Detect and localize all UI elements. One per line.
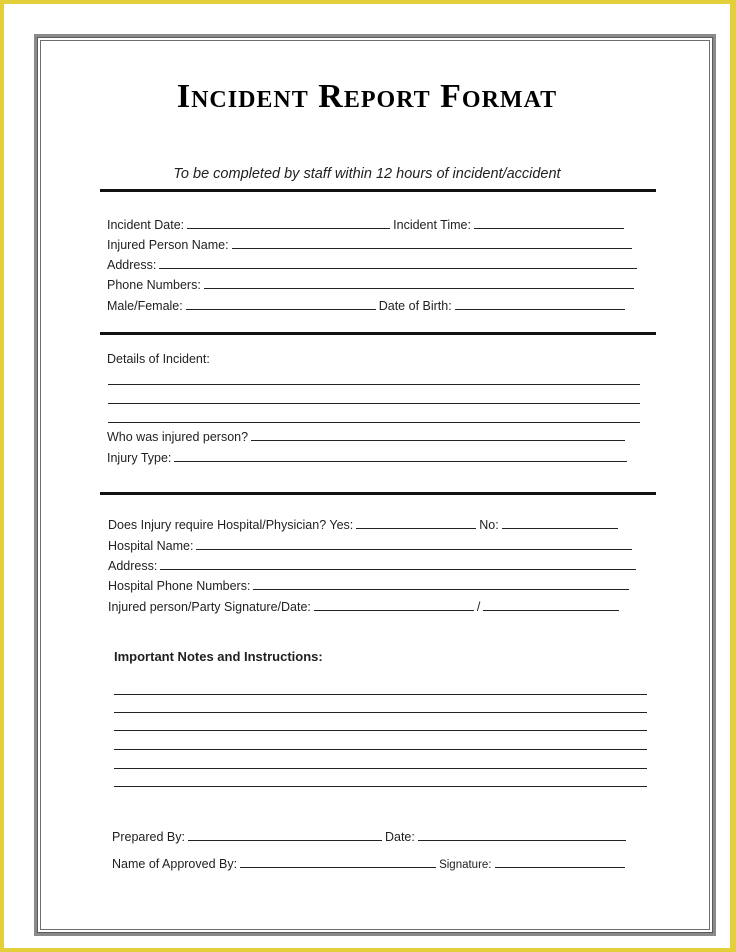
notes-line-1[interactable] [114, 694, 647, 695]
form-subtitle: To be completed by staff within 12 hours of incident/accident [173, 166, 561, 182]
address-row [107, 256, 640, 272]
approved-by-label: Name of Approved By: [112, 857, 238, 871]
notes-line-6[interactable] [114, 786, 647, 787]
page-frame [4, 4, 730, 948]
injury-type-row [107, 449, 630, 465]
approved-by-field[interactable] [240, 855, 436, 868]
hospital-phone-label: Hospital Phone Numbers: [108, 579, 251, 593]
injury-type-label: Injury Type: [107, 451, 172, 465]
hospital-address-label: Address: [108, 559, 158, 573]
incident-date-row [107, 216, 627, 232]
who-injured-field[interactable] [251, 428, 625, 441]
signature-date-label: Injured person/Party Signature/Date: [108, 600, 311, 614]
phone-numbers-label: Phone Numbers: [107, 278, 201, 292]
notes-line-3[interactable] [114, 730, 647, 731]
section-divider-3 [100, 492, 656, 495]
injury-type-field[interactable] [174, 449, 627, 462]
prepared-by-field[interactable] [188, 828, 382, 841]
hospital-address-field[interactable] [160, 557, 636, 570]
section-divider-top [100, 189, 656, 192]
prepared-by-row [112, 828, 629, 844]
hospital-required-yes-field[interactable] [356, 516, 476, 529]
notes-line-2[interactable] [114, 712, 647, 713]
section-divider-2 [100, 332, 656, 335]
incident-time-field[interactable] [474, 216, 624, 229]
notes-line-5[interactable] [114, 768, 647, 769]
hospital-phone-row [108, 577, 632, 593]
notes-line-4[interactable] [114, 749, 647, 750]
details-line-3[interactable] [108, 422, 640, 423]
hospital-address-row [108, 557, 639, 573]
signature-field[interactable] [314, 598, 474, 611]
gender-dob-row [107, 297, 628, 313]
details-line-2[interactable] [108, 403, 640, 404]
details-line-1[interactable] [108, 384, 640, 385]
date-label: Date: [384, 830, 415, 844]
hospital-required-label: Does Injury require Hospital/Physician? Yes: [108, 518, 354, 532]
date-of-birth-field[interactable] [455, 297, 625, 310]
signature-label: Signature: [439, 859, 492, 871]
date-of-birth-label: Date of Birth: [378, 299, 452, 313]
phone-numbers-field[interactable] [204, 276, 634, 289]
address-label: Address: [107, 258, 157, 272]
hospital-phone-field[interactable] [253, 577, 629, 590]
date-field[interactable] [418, 828, 626, 841]
hospital-required-no-field[interactable] [502, 516, 618, 529]
signature-date-field[interactable] [483, 598, 619, 611]
who-injured-label: Who was injured person? [107, 430, 249, 444]
approved-by-row [112, 855, 628, 871]
hospital-name-label: Hospital Name: [108, 539, 194, 553]
male-female-label: Male/Female: [107, 299, 183, 313]
no-label: No: [479, 518, 499, 532]
incident-date-label: Incident Date: [107, 218, 185, 232]
injured-person-name-label: Injured Person Name: [107, 238, 229, 252]
phone-numbers-row [107, 276, 637, 292]
notes-heading: Important Notes and Instructions: [114, 649, 323, 664]
who-injured-row [107, 428, 628, 444]
hospital-name-row [108, 537, 635, 553]
incident-time-label: Incident Time: [393, 218, 471, 232]
prepared-by-label: Prepared By: [112, 830, 185, 844]
injured-person-name-field[interactable] [232, 236, 632, 249]
address-field[interactable] [159, 256, 637, 269]
hospital-name-field[interactable] [196, 537, 632, 550]
approval-signature-field[interactable] [495, 855, 625, 868]
hospital-required-row [108, 516, 621, 532]
injured-person-name-row [107, 236, 635, 252]
incident-date-field[interactable] [187, 216, 390, 229]
signature-date-row [108, 598, 622, 614]
form-title: Incident Report Format [176, 78, 558, 115]
slash-separator: / [476, 600, 481, 614]
male-female-field[interactable] [186, 297, 376, 310]
details-of-incident-label: Details of Incident: [107, 352, 210, 366]
